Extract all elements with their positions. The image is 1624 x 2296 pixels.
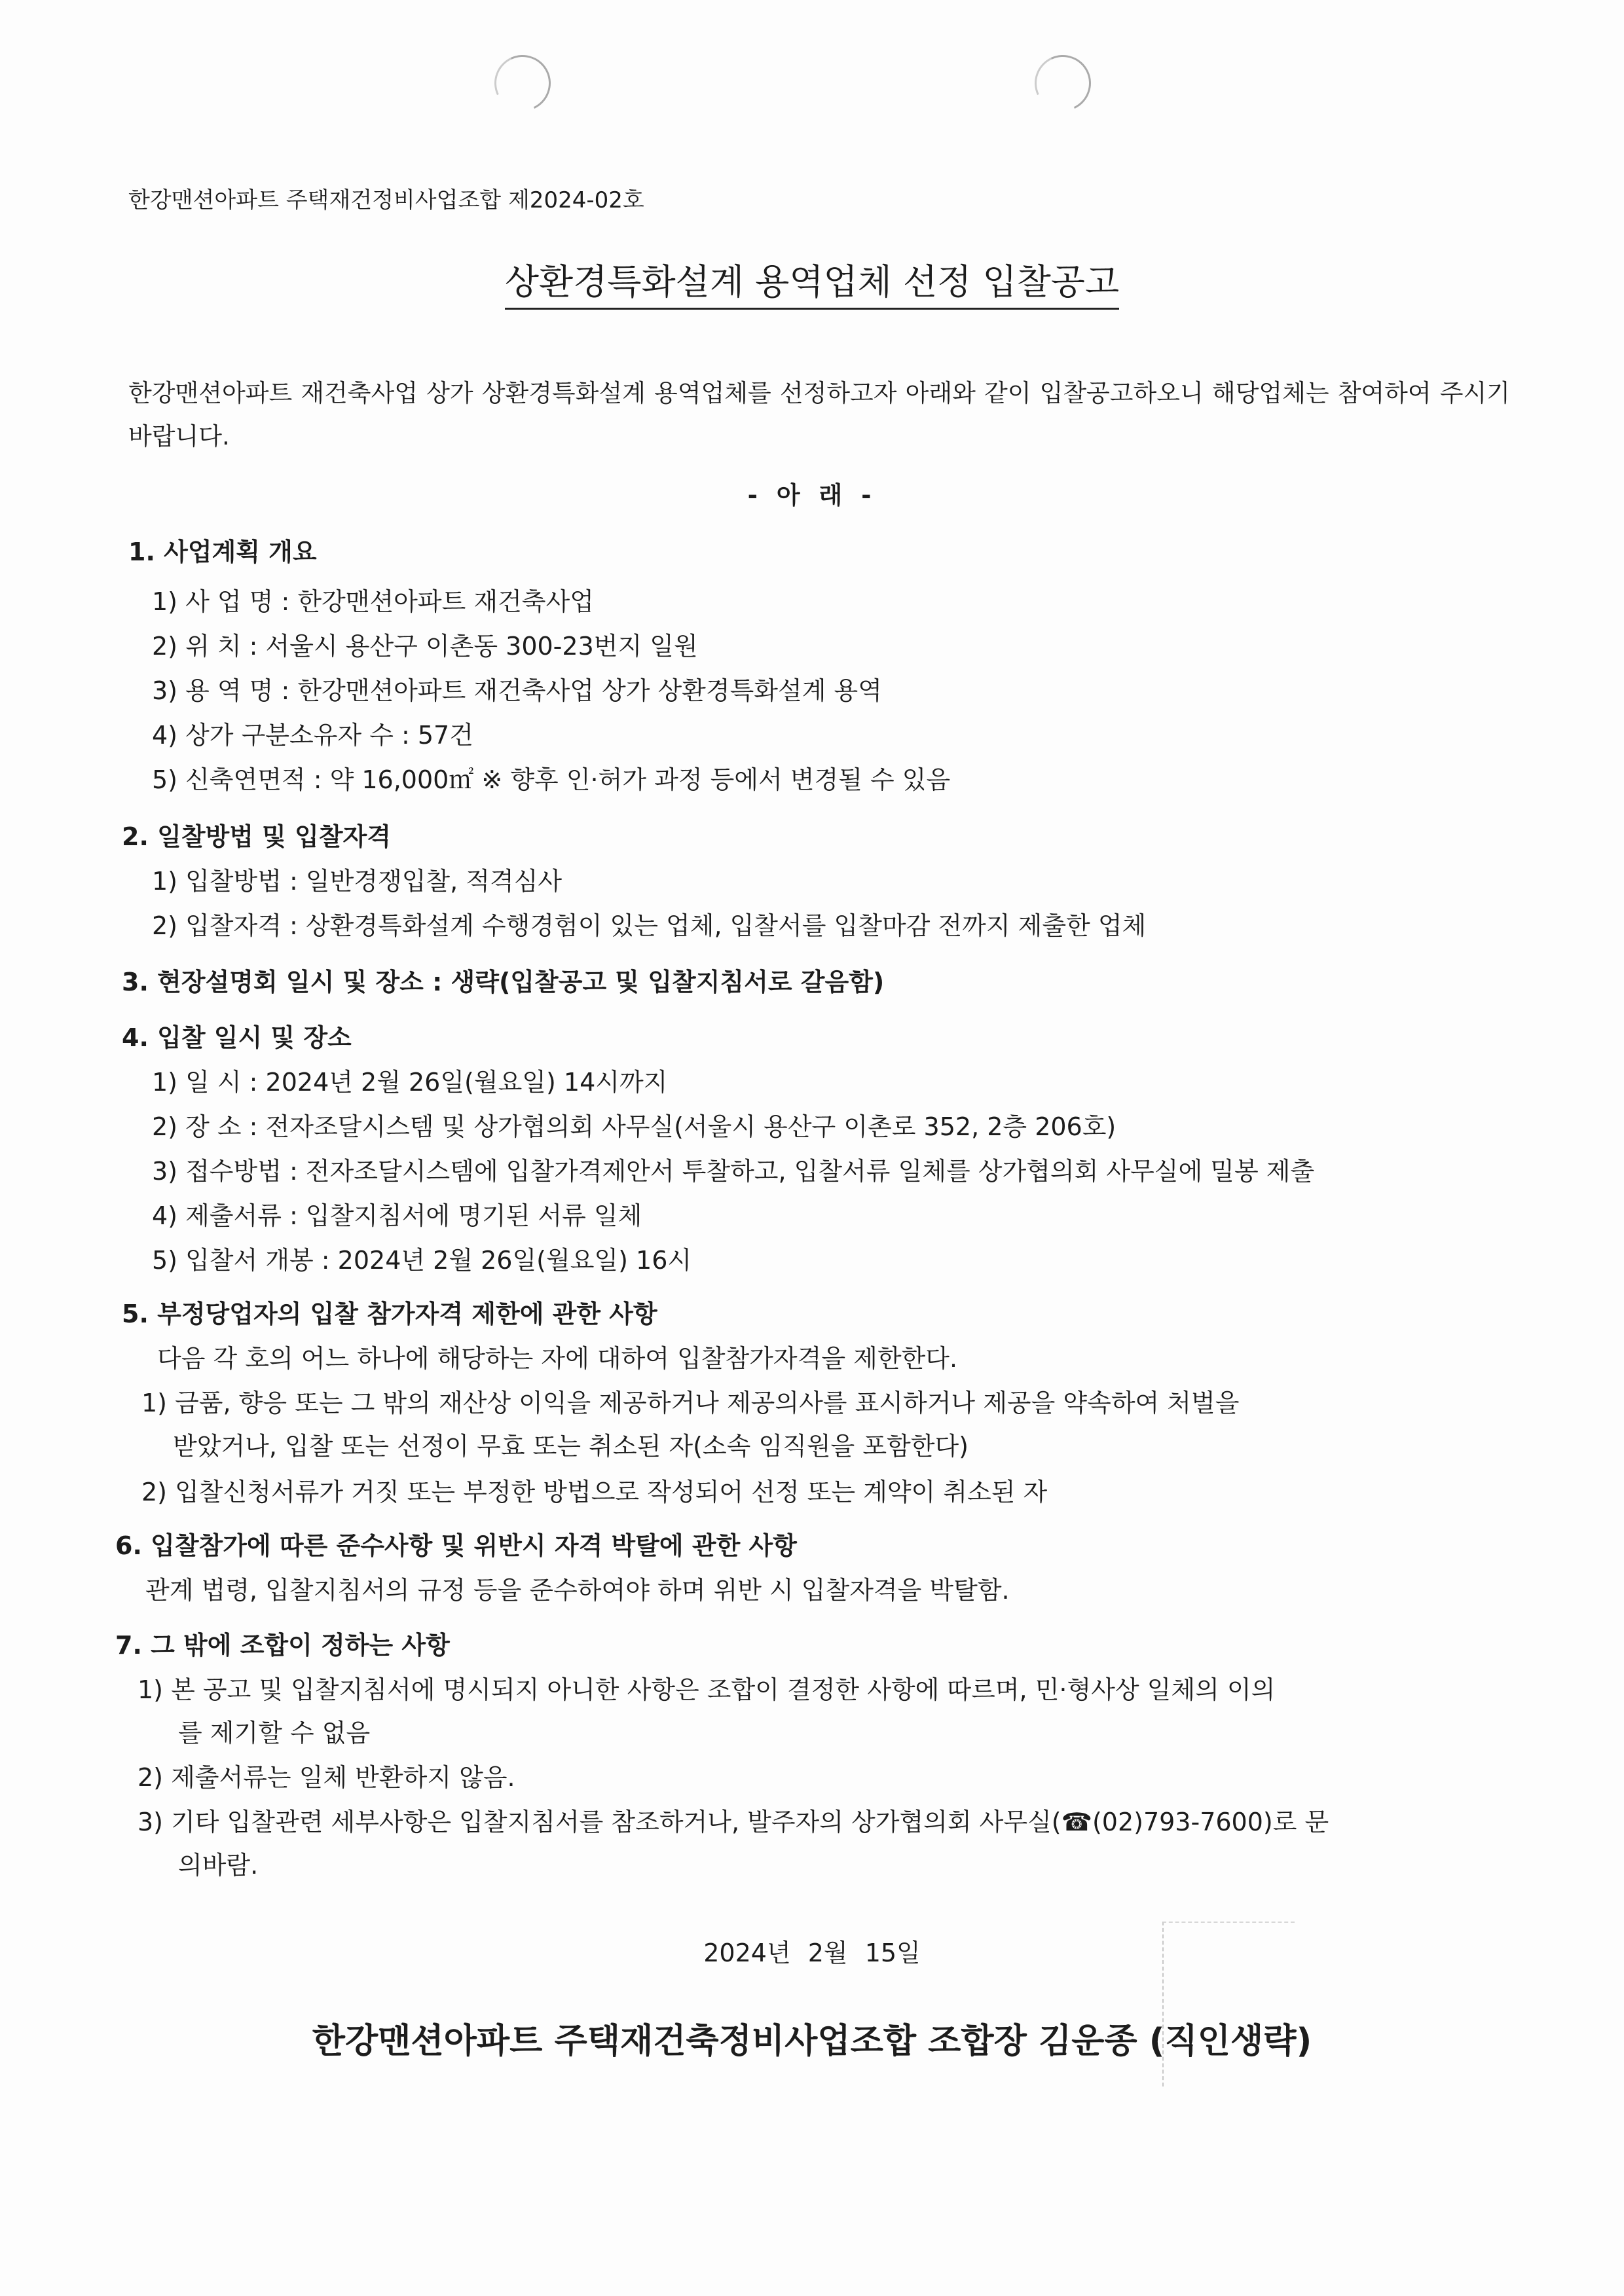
body-line: 3) 접수방법 : 전자조달시스템에 입찰가격제안서 투찰하고, 입찰서류 일체를 상가협의회 사무실에 밀봉 제출 [152, 1157, 1315, 1186]
body-line: 1) 입찰방법 : 일반경쟁입찰, 적격심사 [152, 867, 563, 896]
punch-hole-right [1027, 47, 1099, 119]
body-line: 4) 제출서류 : 입찰지침서에 명기된 서류 일체 [152, 1201, 642, 1230]
body-line: 2) 제출서류는 일체 반환하지 않음. [138, 1763, 515, 1792]
body-line: 3) 기타 입찰관련 세부사항은 입찰지침서를 참조하거나, 발주자의 상가협의회 사무실(☎(02)793-7600)로 문 [138, 1808, 1329, 1836]
body-line: 1) 일 시 : 2024년 2월 26일(월요일) 14시까지 [152, 1068, 668, 1097]
body-line: 의바람. [178, 1851, 259, 1880]
section-heading: 4. 입찰 일시 및 장소 [122, 1023, 352, 1052]
body-line: 3) 용 역 명 : 한강맨션아파트 재건축사업 상가 상환경특화설계 용역 [152, 676, 882, 705]
body-line: 받았거나, 입찰 또는 선정이 무효 또는 취소된 자(소속 임직원을 포함한다) [173, 1432, 969, 1461]
punch-hole-left [487, 47, 559, 119]
section-heading: 2. 일찰방법 및 입찰자격 [122, 822, 391, 851]
body-line: 5) 신축연면적 : 약 16,000㎡ ※ 향후 인·허가 과정 등에서 변경될 수 있음 [152, 765, 951, 794]
body-line: 다음 각 호의 어느 하나에 해당하는 자에 대하여 입찰참가자격을 제한한다. [157, 1344, 958, 1373]
section-divider-below: - 아 래 - [747, 481, 877, 509]
section-heading: 7. 그 밖에 조합이 정하는 사항 [115, 1631, 450, 1660]
notice-date: 2024년 2월 15일 [703, 1939, 921, 1967]
body-line: 1) 사 업 명 : 한강맨션아파트 재건축사업 [152, 587, 594, 616]
intro-paragraph: 한강맨션아파트 재건축사업 상가 상환경특화설계 용역업체를 선정하고자 아래와 같이 입찰공고하오니 해당업체는 참여하여 주시기 바랍니다. [128, 379, 1510, 450]
body-line: 4) 상가 구분소유자 수 : 57건 [152, 721, 473, 750]
body-line: 관계 법령, 입찰지침서의 규정 등을 준수하여야 하며 위반 시 입찰자격을 박탈함. [145, 1576, 1010, 1605]
section-heading: 5. 부정당업자의 입찰 참가자격 제한에 관한 사항 [122, 1300, 657, 1328]
signature-line: 한강맨션아파트 주택재건축정비사업조합 조합장 김운종 (직인생략) [312, 2022, 1312, 2061]
body-line: 1) 본 공고 및 입찰지침서에 명시되지 아니한 사항은 조합이 결정한 사항에 따르며, 민·형사상 일체의 이의 [138, 1675, 1276, 1704]
body-line: 1) 금품, 향응 또는 그 밖의 재산상 이익을 제공하거나 제공의사를 표시하거나 제공을 약속하여 처벌을 [141, 1389, 1240, 1417]
notice-title [0, 254, 1624, 304]
notice-title-text: 상환경특화설계 용역업체 선정 입찰공고 [505, 261, 1119, 310]
document-number: 한강맨션아파트 주택재건정비사업조합 제2024-02호 [128, 187, 644, 213]
body-line: 2) 입찰자격 : 상환경특화설계 수행경험이 있는 업체, 입찰서를 입찰마감 전까지 제출한 업체 [152, 911, 1147, 940]
body-line: 를 제기할 수 없음 [178, 1719, 371, 1747]
body-line: 5) 입찰서 개봉 : 2024년 2월 26일(월요일) 16시 [152, 1246, 692, 1275]
section-heading: 1. 사업계획 개요 [128, 538, 317, 566]
body-line: 2) 위 치 : 서울시 용산구 이촌동 300-23번지 일원 [152, 632, 698, 661]
body-line: 2) 장 소 : 전자조달시스템 및 상가협의회 사무실(서울시 용산구 이촌로 352, 2층 206호) [152, 1112, 1116, 1141]
body-line: 2) 입찰신청서류가 거짓 또는 부정한 방법으로 작성되어 선정 또는 계약이 취소된 자 [141, 1478, 1048, 1506]
section-heading: 6. 입찰참가에 따른 준수사항 및 위반시 자격 박탈에 관한 사항 [115, 1531, 797, 1560]
section-heading: 3. 현장설명회 일시 및 장소 : 생략(입찰공고 및 입찰지침서로 갈음함) [122, 968, 885, 996]
